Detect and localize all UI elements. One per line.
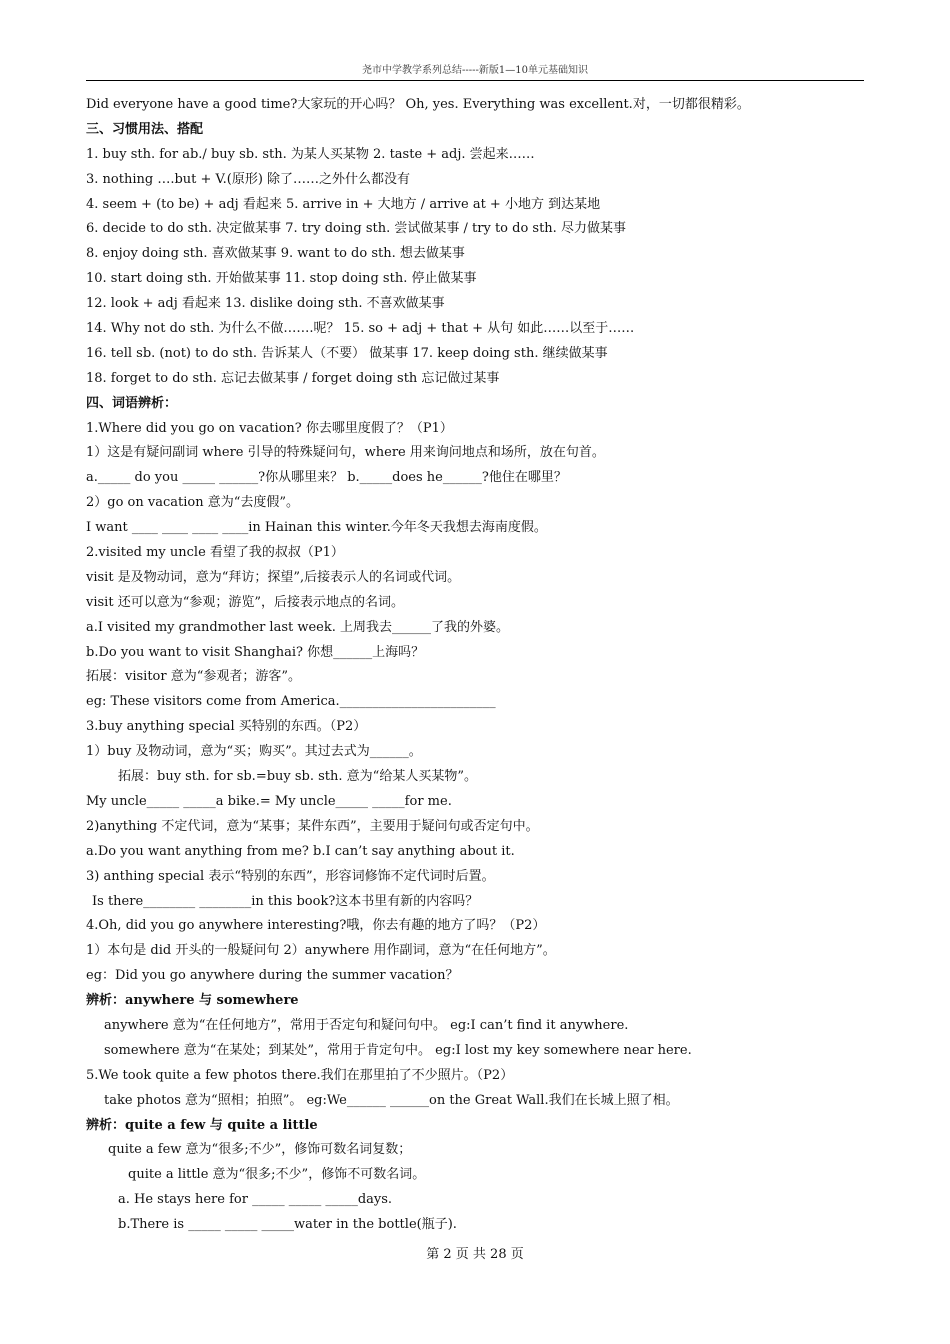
text-line: 6. decide to do sth. 决定做某事 7. try doing sth. 尝试做某事 / try to do sth. 尽力做某事: [86, 221, 626, 237]
text-line: 1.Where did you go on vacation? 你去哪里度假了？（P1）: [86, 420, 453, 436]
section-heading: 四、词语辨析：: [86, 395, 178, 411]
text-line: a.I visited my grandmother last week. 上周我去______了我的外婆。: [86, 619, 510, 635]
text-line: 1. buy sth. for ab./ buy sb. sth. 为某人买某物 2. taste + adj. 尝起来……: [86, 146, 535, 162]
text-line: b.Do you want to visit Shanghai? 你想______上海吗？: [86, 644, 425, 660]
text-line: 3) anthing special 表示“特别的东西”，形容词修饰不定代词时后置。: [86, 868, 495, 884]
text-line: 3.buy anything special 买特别的东西。（P2）: [86, 719, 367, 735]
text-line: 1）本句是 did 开头的一般疑问句 2）anywhere 用作副词，意为“在任何地方”。: [86, 943, 556, 959]
page-footer: 第 2 页 共 28 页: [426, 1247, 524, 1262]
text-line: b.There is _____ _____ _____water in the bottle(瓶子).: [118, 1217, 457, 1233]
text-line: 12. look + adj 看起来 13. dislike doing sth. 不喜欢做某事: [86, 296, 445, 312]
text-line: 辨析：quite a few 与 quite a little: [86, 1117, 318, 1133]
text-line: My uncle_____ _____a bike.= My uncle_____ _____for me.: [86, 793, 452, 809]
text-line: a._____ do you _____ ______?你从哪里来？ b._____does he______?他住在哪里？: [86, 470, 567, 486]
text-line: 8. enjoy doing sth. 喜欢做某事 9. want to do sth. 想去做某事: [86, 246, 465, 262]
text-line: 4.Oh, did you go anywhere interesting?哦，你去有趣的地方了吗？（P2）: [86, 918, 546, 934]
text-line: anywhere 意为“在任何地方”，常用于否定句和疑问句中。 eg:I can’t find it anywhere.: [104, 1017, 629, 1033]
text-line: 2.visited my uncle 看望了我的叔叔（P1）: [86, 545, 344, 561]
text-line: 1）buy 及物动词，意为“买；购买”。其过去式为______。: [86, 744, 422, 760]
text-line: 14. Why not do sth. 为什么不做…….呢？ 15. so + adj + that + 从句 如此……以至于……: [86, 321, 635, 337]
text-line: a.Do you want anything from me? b.I can’t say anything about it.: [86, 843, 515, 859]
text-line: 辨析：anywhere 与 somewhere: [86, 993, 299, 1009]
text-line: Is there________ ________in this book?这本书里有新的内容吗？: [92, 893, 479, 909]
section-heading: 三、习惯用法、搭配: [86, 121, 204, 137]
text-line: 拓展：buy sth. for sb.=buy sb. sth. 意为“给某人买某物”。: [118, 769, 477, 785]
text-line: 1）这是有疑问副词 where 引导的特殊疑问句，where 用来询问地点和场所，放在句首。: [86, 445, 605, 461]
text-line: eg：Did you go anywhere during the summer vacation？: [86, 968, 459, 984]
text-line: 4. seem + (to be) + adj 看起来 5. arrive in + 大地方 / arrive at + 小地方 到达某地: [86, 196, 601, 212]
text-line: a. He stays here for _____ _____ _____days.: [118, 1192, 393, 1208]
page-header: 尧市中学教学系列总结-----新版1—10单元基础知识: [86, 64, 864, 81]
text-line: 2)anything 不定代词，意为“某事；某件东西”，主要用于疑问句或否定句中。: [86, 818, 539, 834]
text-line: 16. tell sb. (not) to do sth. 告诉某人（不要） 做某事 17. keep doing sth. 继续做某事: [86, 345, 608, 361]
text-line: take photos 意为“照相；拍照”。 eg:We______ ______on the Great Wall.我们在长城上照了相。: [104, 1092, 679, 1108]
text-line: quite a few 意为“很多;不少”，修饰可数名词复数；: [108, 1142, 412, 1158]
text-line: 5.We took quite a few photos there.我们在那里拍了不少照片。（P2）: [86, 1067, 514, 1083]
text-line: 10. start doing sth. 开始做某事 11. stop doing sth. 停止做某事: [86, 271, 477, 287]
text-line: 18. forget to do sth. 忘记去做某事 / forget doing sth 忘记做过某事: [86, 370, 500, 386]
text-line: 3. nothing ….but + V.(原形) 除了……之外什么都没有: [86, 171, 411, 187]
text-line: somewhere 意为“在某处；到某处”，常用于肯定句中。 eg:I lost my key somewhere near here.: [104, 1042, 692, 1058]
text-line: Did everyone have a good time?大家玩的开心吗？ Oh, yes. Everything was excellent.对，一切都很精彩。: [86, 97, 750, 112]
text-line: quite a little 意为“很多;不少”，修饰不可数名词。: [128, 1167, 426, 1183]
text-line: eg: These visitors come from America.________________________: [86, 694, 496, 710]
text-line: I want ____ ____ ____ ____in Hainan this winter.今年冬天我想去海南度假。: [86, 520, 547, 536]
text-line: visit 是及物动词，意为“拜访；探望”,后接表示人的名词或代词。: [86, 569, 461, 585]
document-body: [86, 93, 876, 1238]
text-line: visit 还可以意为“参观；游览”，后接表示地点的名词。: [86, 594, 404, 610]
text-line: 2）go on vacation 意为“去度假”。: [86, 495, 300, 511]
text-line: 拓展：visitor 意为“参观者；游客”。: [86, 669, 302, 685]
